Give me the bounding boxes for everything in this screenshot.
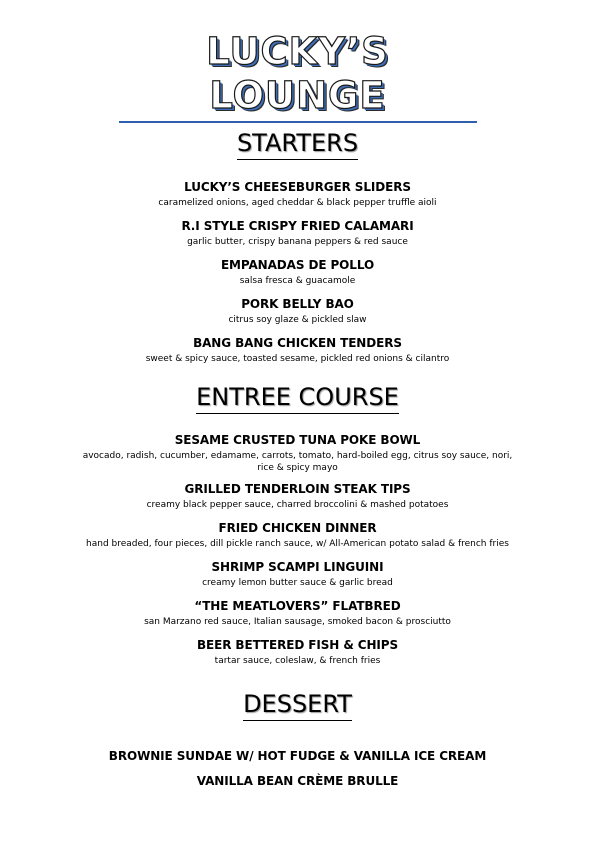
menu-item-name: LUCKY’S CHEESEBURGER SLIDERS bbox=[184, 180, 411, 194]
section-title-entree: ENTREE COURSE bbox=[0, 382, 595, 414]
menu-item-description: avocado, radish, cucumber, edamame, carrots, tomato, hard-boiled egg, citrus soy sauce, nori, rice & spicy mayo bbox=[82, 451, 513, 473]
menu-item-name: R.I STYLE CRISPY FRIED CALAMARI bbox=[181, 219, 414, 233]
menu-item-name: “THE MEATLOVERS” FLATBRED bbox=[194, 599, 401, 613]
restaurant-name: LUCKY’S LOUNGE bbox=[206, 30, 389, 117]
menu-item bbox=[0, 258, 595, 287]
menu-item bbox=[0, 180, 595, 209]
menu-item-description: sweet & spicy sauce, toasted sesame, pickled red onions & cilantro bbox=[145, 354, 450, 364]
menu-item bbox=[0, 521, 595, 550]
menu-item-name: BANG BANG CHICKEN TENDERS bbox=[193, 336, 402, 350]
menu-item bbox=[0, 219, 595, 248]
menu-item-name: PORK BELLY BAO bbox=[241, 297, 354, 311]
section-title-dessert: DESSERT bbox=[0, 689, 595, 721]
dessert-item: VANILLA BEAN CRÈME BRULLE bbox=[196, 774, 399, 788]
menu-item-name: SESAME CRUSTED TUNA POKE BOWL bbox=[174, 433, 421, 447]
menu-item-description: garlic butter, crispy banana peppers & red sauce bbox=[187, 237, 408, 247]
menu-item-name: BEER BETTERED FISH & CHIPS bbox=[196, 638, 399, 652]
menu-item-name: SHRIMP SCAMPI LINGUINI bbox=[211, 560, 384, 574]
menu-item bbox=[0, 297, 595, 326]
menu-item-description: creamy black pepper sauce, charred broccolini & mashed potatoes bbox=[146, 500, 449, 510]
menu-item bbox=[0, 599, 595, 628]
menu-item bbox=[0, 336, 595, 365]
menu-item-description: caramelized onions, aged cheddar & black pepper truffle aioli bbox=[158, 198, 437, 208]
menu-item-name: FRIED CHICKEN DINNER bbox=[218, 521, 377, 535]
menu-item bbox=[0, 560, 595, 589]
menu-item-description: tartar sauce, coleslaw, & french fries bbox=[214, 656, 381, 666]
menu-item bbox=[0, 482, 595, 511]
menu-item-name: EMPANADAS DE POLLO bbox=[220, 258, 375, 272]
restaurant-logo bbox=[118, 30, 478, 123]
section-title-starters: STARTERS bbox=[0, 128, 595, 160]
title-underline bbox=[119, 121, 477, 123]
menu-item-description: san Marzano red sauce, Italian sausage, smoked bacon & prosciutto bbox=[144, 617, 451, 627]
menu-item-description: creamy lemon butter sauce & garlic bread bbox=[202, 578, 393, 588]
menu-item-name: GRILLED TENDERLOIN STEAK TIPS bbox=[184, 482, 411, 496]
dessert-item: BROWNIE SUNDAE W/ HOT FUDGE & VANILLA ICE CREAM bbox=[108, 749, 487, 763]
menu-item bbox=[0, 638, 595, 667]
menu-item bbox=[0, 433, 595, 474]
menu-item-description: salsa fresca & guacamole bbox=[239, 276, 356, 286]
menu-item-description: citrus soy glaze & pickled slaw bbox=[228, 315, 367, 325]
menu-item-description: hand breaded, four pieces, dill pickle ranch sauce, w/ All-American potato salad & french fries bbox=[86, 539, 509, 549]
